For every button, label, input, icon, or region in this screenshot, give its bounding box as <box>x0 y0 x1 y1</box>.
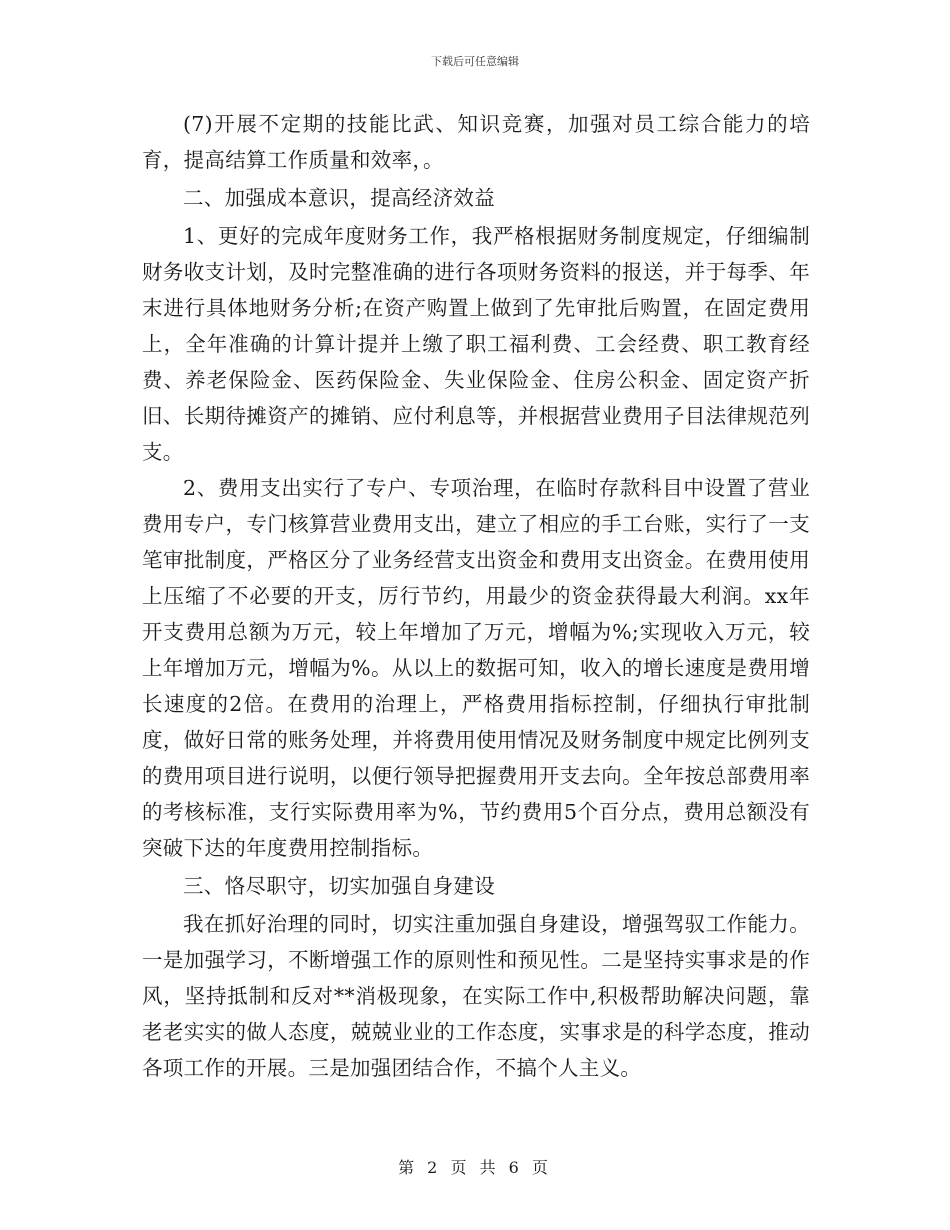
paragraph-self-development: 我在抓好治理的同时，切实注重加强自身建设，增强驾驭工作能力。一是加强学习，不断增强工作的原则性和预见性。二是坚持实事求是的作风，坚持抵制和反对**消极现象，在实际工作中,积极帮助解决问题，靠老老实实的做人态度，兢兢业业的工作态度，实事求是的科学态度，推动各项工作的开展。三是加强团结合作，不搞个人主义。 <box>142 912 810 1080</box>
page-number-footer: 第 2 页 共 6 页 <box>398 1158 552 1177</box>
paragraph-item-7: (7)开展不定期的技能比武、知识竞赛，加强对员工综合能力的培育，提高结算工作质量和效率，。 <box>142 112 810 172</box>
paragraph-financial-work: 1、更好的完成年度财务工作，我严格根据财务制度规定，仔细编制财务收支计划，及时完整准确的进行各项财务资料的报送，并于每季、年末进行具体地财务分析;在资产购置上做到了先审批后购置，在固定费用上，全年准确的计算计提并上缴了职工福利费、工会经费、职工教育经费、养老保险金、医药保险金、失业保险金、住房公积金、固定资产折旧、长期待摊资产的摊销、应付利息等，并根据营业费用子目法律规范列支。 <box>142 224 810 464</box>
paragraph-expense-management: 2、费用支出实行了专户、专项治理，在临时存款科目中设置了营业费用专户，专门核算营业费用支出，建立了相应的手工台账，实行了一支笔审批制度，严格区分了业务经营支出资金和费用支出资金。在费用使用上压缩了不必要的开支，厉行节约，用最少的资金获得最大利润。xx年开支费用总额为万元，较上年增加了万元，增幅为%;实现收入万元，较上年增加万元，增幅为%。从以上的数据可知，收入的增长速度是费用增长速度的2倍。在费用的治理上，严格费用指标控制，仔细执行审批制度，做好日常的账务处理，并将费用使用情况及财务制度中规定比例列支的费用项目进行说明，以便行领导把握费用开支去向。全年按总部费用率的考核标准，支行实际费用率为%，节约费用5个百分点，费用总额没有突破下达的年度费用控制指标。 <box>142 476 810 860</box>
document-body <box>142 106 810 1086</box>
section-heading-3: 三、恪尽职守，切实加强自身建设 <box>183 874 495 898</box>
section-heading-2: 二、加强成本意识，提高经济效益 <box>183 186 495 210</box>
page-header-note: 下载后可任意编辑 <box>431 55 519 68</box>
